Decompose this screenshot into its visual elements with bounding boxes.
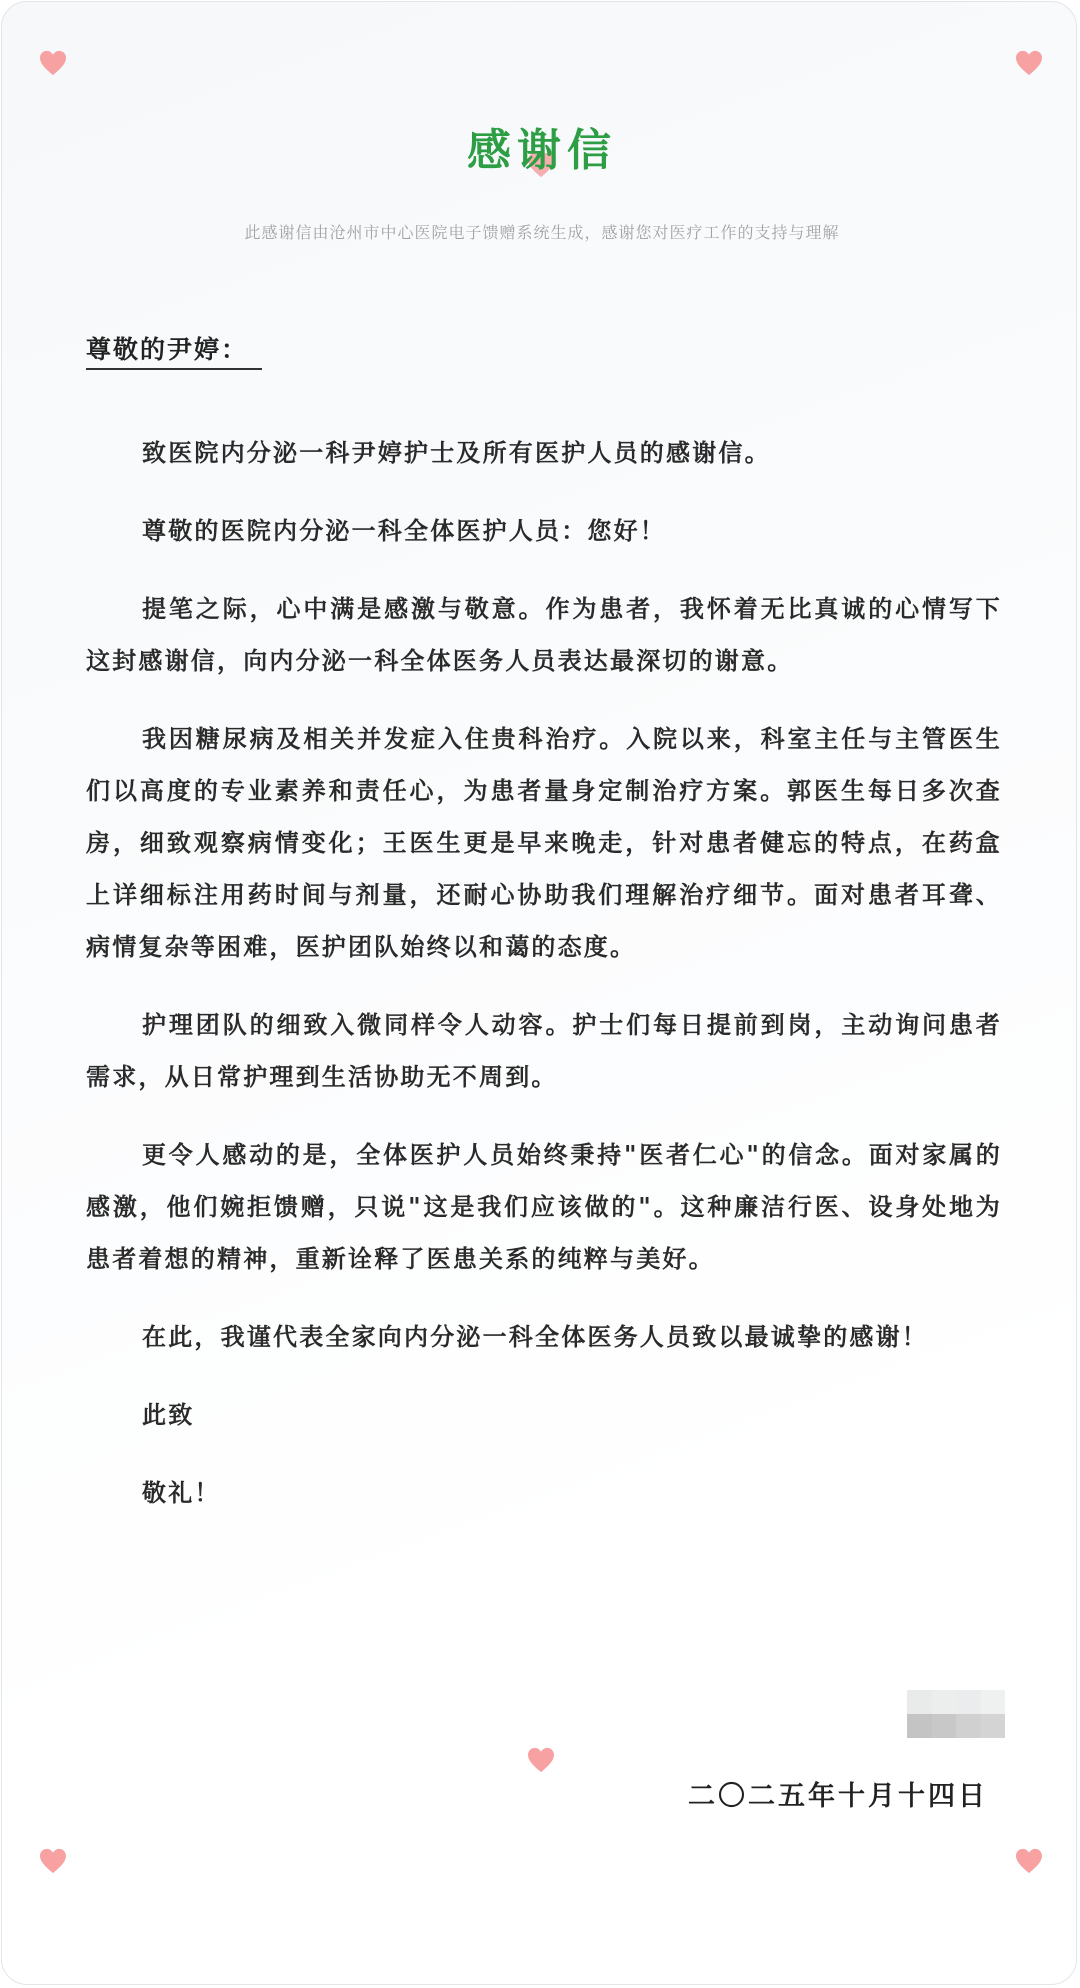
paragraph: 致医院内分泌一科尹婷护士及所有医护人员的感谢信。 bbox=[142, 438, 771, 467]
closing-line: 此致 bbox=[142, 1400, 195, 1429]
paragraph: 护理团队的细致入微同样令人动容。护士们每日提前到岗，主动询问患者需求，从日常护理到生活协助无不周到。 bbox=[86, 1010, 1002, 1091]
paragraph: 尊敬的医院内分泌一科全体医护人员：您好！ bbox=[142, 516, 666, 545]
signature-redacted bbox=[907, 1690, 1005, 1738]
letter-title: 感谢信 bbox=[467, 125, 617, 176]
letter-card bbox=[1, 1, 1077, 1985]
closing-salute: 敬礼！ bbox=[142, 1478, 221, 1507]
paragraph: 我因糖尿病及相关并发症入住贵科治疗。入院以来，科室主任与主管医生们以高度的专业素养和责任心，为患者量身定制治疗方案。郭医生每日多次查房，细致观察病情变化；王医生更是早来晚走，针对患者健忘的特点，在药盒上详细标注用药时间与剂量，还耐心协助我们理解治疗细节。面对患者耳聋、病情复杂等困难，医护团队始终以和蔼的态度。 bbox=[86, 724, 1002, 961]
letter-subtitle: 此感谢信由沧州市中心医院电子馈赠系统生成，感谢您对医疗工作的支持与理解 bbox=[244, 223, 840, 242]
heart-icon bbox=[39, 1848, 67, 1874]
heart-icon bbox=[1015, 1848, 1043, 1874]
letter-date: 二〇二五年十月十四日 bbox=[688, 1781, 988, 1812]
heart-icon bbox=[527, 1747, 555, 1773]
paragraph: 在此，我谨代表全家向内分泌一科全体医务人员致以最诚挚的感谢！ bbox=[142, 1322, 928, 1351]
heart-icon bbox=[39, 50, 67, 76]
paragraph: 提笔之际，心中满是感激与敬意。作为患者，我怀着无比真诚的心情写下这封感谢信，向内分泌一科全体医务人员表达最深切的谢意。 bbox=[86, 594, 1002, 675]
heart-icon bbox=[1015, 50, 1043, 76]
letter-body bbox=[86, 427, 1002, 1545]
paragraph: 更令人感动的是，全体医护人员始终秉持"医者仁心"的信念。面对家属的感激，他们婉拒馈赠，只说"这是我们应该做的"。这种廉洁行医、设身处地为患者着想的精神，重新诠释了医患关系的纯粹与美好。 bbox=[86, 1140, 1002, 1273]
salutation: 尊敬的尹婷： bbox=[86, 330, 262, 370]
